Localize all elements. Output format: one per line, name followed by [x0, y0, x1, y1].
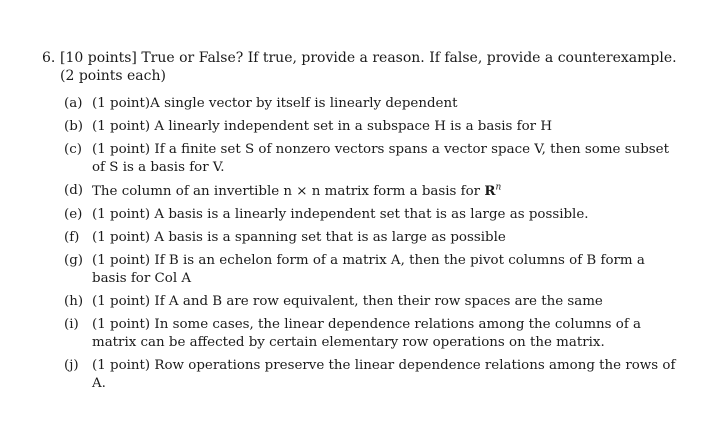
problem-6	[42, 49, 682, 398]
part-j	[64, 357, 682, 393]
part-label: (c)	[64, 142, 82, 157]
part-text: (1 point) Row operations preserve the linear dependence relations among the rows of A.	[92, 358, 676, 391]
problem-number: 6.	[42, 50, 56, 66]
real-space-exponent: n	[495, 182, 502, 193]
parts-list	[42, 95, 682, 393]
problem-header	[42, 49, 682, 85]
real-space-symbol: R	[484, 183, 496, 199]
part-text: (1 point) If a finite set S of nonzero vectors spans a vector space V, then some subset of S is a basis for V.	[92, 142, 669, 175]
part-text: (1 point) If A and B are row equivalent, then their row spaces are the same	[92, 294, 603, 309]
part-b	[64, 118, 682, 136]
part-text	[92, 182, 682, 201]
part-text: (1 point)A single vector by itself is linearly dependent	[92, 96, 458, 111]
part-text: (1 point) A linearly independent set in a subspace H is a basis for H	[92, 119, 553, 134]
part-label: (a)	[64, 96, 83, 111]
part-f	[64, 229, 682, 247]
part-label: (g)	[64, 253, 84, 268]
part-text: (1 point) If B is an echelon form of a matrix A, then the pivot columns of B form a basis for Col A	[92, 253, 645, 286]
part-a	[64, 95, 682, 113]
part-text-main: The column of an invertible n × n matrix form a basis for	[92, 184, 485, 199]
part-c	[64, 141, 682, 177]
part-d	[64, 182, 682, 201]
part-text: (1 point) A basis is a spanning set that is as large as possible	[92, 230, 506, 245]
problem-prompt: [10 points] True or False? If true, provide a reason. If false, provide a counterexample. (2 points each)	[60, 50, 677, 84]
part-e	[64, 206, 682, 224]
part-label: (f)	[64, 230, 80, 245]
part-text: (1 point) A basis is a linearly independent set that is as large as possible.	[92, 207, 589, 222]
part-label: (h)	[64, 294, 84, 309]
part-label: (i)	[64, 317, 79, 332]
part-i	[64, 316, 682, 352]
part-label: (e)	[64, 207, 83, 222]
part-label: (b)	[64, 119, 84, 134]
part-label: (j)	[64, 358, 79, 373]
part-text: (1 point) In some cases, the linear dependence relations among the columns of a matrix can be affected by certain elementary row operations on the matrix.	[92, 317, 642, 350]
part-label: (d)	[64, 183, 84, 198]
part-g	[64, 252, 682, 288]
part-h	[64, 293, 682, 311]
